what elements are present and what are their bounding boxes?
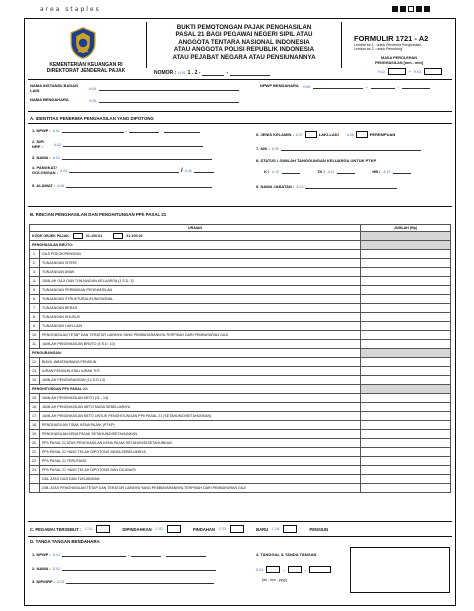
- amount-cell[interactable]: [361, 484, 451, 493]
- masa-hint: H.02: [378, 69, 386, 74]
- amount-cell[interactable]: [361, 439, 451, 448]
- row-number: 6.: [30, 295, 40, 304]
- a-jabatan-hint: A.13: [296, 184, 304, 189]
- row-description: PPh PASAL 21 YANG TELAH DIPOTONG MASA SEBELUMNYA: [40, 448, 361, 457]
- section-a-title: A. IDENTITAS PENERIMA PENGHASILAN YANG DIPOTONG: [30, 116, 154, 121]
- jumlah-cell: [361, 241, 451, 250]
- group-title: PENGHITUNGAN PPh PASAL 21:: [30, 385, 361, 394]
- a-npwp-line[interactable]: [164, 128, 200, 133]
- status-hb-label: HB /: [372, 169, 381, 174]
- payer-block: [28, 82, 452, 112]
- row-number: 20.: [30, 439, 40, 448]
- table-row: [30, 268, 451, 277]
- amount-cell[interactable]: [361, 259, 451, 268]
- c-hint: C.01: [85, 527, 93, 531]
- baru-label: BARU: [256, 526, 269, 532]
- nama-instansi-label: NAMA INSTANSI/ BADAN LAIN: [30, 83, 78, 93]
- amount-cell[interactable]: [361, 475, 451, 484]
- row-number: 15.: [30, 394, 40, 403]
- baru-checkbox[interactable]: [230, 525, 244, 533]
- a-nik-line[interactable]: [281, 146, 421, 151]
- laki-laki-checkbox[interactable]: [305, 131, 317, 138]
- d-npwp-sep: .: [163, 552, 165, 557]
- pensiun-checkbox[interactable]: [283, 525, 297, 533]
- amount-cell[interactable]: [361, 394, 451, 403]
- lembar-note: Lembar ke-1 : untuk Penerima Penghasilan: [354, 43, 422, 47]
- title-line: ANGGOTA TENTARA NASIONAL INDONESIA: [178, 38, 310, 46]
- a-npwp-hint: A.01: [52, 128, 60, 133]
- table-row: [30, 277, 451, 286]
- a-pangkat-line[interactable]: [69, 168, 179, 173]
- d-day-box[interactable]: [266, 566, 280, 573]
- masa-hint-wrap: [414, 70, 421, 74]
- section-c-row: [28, 525, 452, 533]
- kode-1-checkbox[interactable]: [73, 233, 83, 239]
- dipindahkan-checkbox[interactable]: [96, 525, 110, 533]
- amount-cell[interactable]: [361, 376, 451, 385]
- a-jk-hint: A.07: [295, 132, 303, 137]
- row-number: 8.: [30, 313, 40, 322]
- table-group-row: [30, 385, 451, 394]
- amount-cell[interactable]: [361, 358, 451, 367]
- row-description: PPh PASAL 21 TERUTANG: [40, 457, 361, 466]
- row-number: 1.: [30, 250, 40, 259]
- d-tanggal-hint: D.04: [256, 567, 264, 572]
- table-row: [30, 394, 451, 403]
- amount-cell[interactable]: [361, 304, 451, 313]
- table-row: [30, 295, 451, 304]
- row-number: 5.: [30, 286, 40, 295]
- row-number: 12.: [30, 358, 40, 367]
- table-row: [30, 331, 451, 340]
- perempuan-checkbox[interactable]: [356, 131, 368, 138]
- amount-cell[interactable]: [361, 268, 451, 277]
- table-row: [30, 421, 451, 430]
- title-line: BUKTI PEMOTONGAN PAJAK PENGHASILAN: [176, 24, 312, 31]
- table-row: [30, 250, 451, 259]
- kode-2-checkbox[interactable]: [113, 233, 123, 239]
- nomor-hint: H.01: [178, 71, 186, 75]
- nama-instansi-row[interactable]: [30, 84, 239, 93]
- status-k-hint: A.10: [272, 169, 280, 174]
- status-tk-label: TK /: [317, 169, 325, 174]
- dipindahkan-label: DIPINDAHKAN: [122, 526, 152, 532]
- c-hint-wrap: [272, 527, 279, 531]
- table-row: [30, 313, 451, 322]
- amount-cell[interactable]: [361, 403, 451, 412]
- section-c-divider: [28, 521, 452, 522]
- row-number: 9.: [30, 322, 40, 331]
- d-npwp-hint: D.01: [52, 552, 60, 557]
- a-golongan-hint: A.05: [184, 168, 192, 173]
- title-line: ATAU ANGGOTA POLISI REPUBLIK INDONESIA: [173, 46, 315, 54]
- a-golongan-line[interactable]: [194, 168, 214, 173]
- kode-2-label: 21-100-02: [126, 234, 143, 238]
- row-number: [30, 475, 40, 484]
- signature-box[interactable]: [350, 547, 450, 593]
- table-row: [30, 475, 451, 484]
- row-description: BIAYA JABATAN/BIAYA PENSIUN: [40, 358, 361, 367]
- masa-start-box[interactable]: [388, 68, 406, 75]
- a-npwp-line[interactable]: [129, 128, 159, 133]
- row-number: 21.: [30, 448, 40, 457]
- row-number: 10.: [30, 331, 40, 340]
- nama-instansi-line[interactable]: [99, 86, 239, 91]
- c-hint-wrap: [156, 527, 163, 531]
- table-row: [30, 304, 451, 313]
- section-b-title: B. RINCIAN PENGHASILAN DAN PENGHITUNGAN PPh PASAL 21: [30, 212, 167, 217]
- pindahan-label: PINDAHAN: [192, 526, 215, 532]
- table-row: [30, 259, 451, 268]
- row-description: JUMLAH GAJI DAN TUNJANGAN KELUARGA (1 S.D. 3): [40, 277, 361, 286]
- nomor-field[interactable]: [154, 70, 270, 76]
- a-pangkat-hint: A.04: [60, 168, 67, 173]
- row-number: 17.: [30, 412, 40, 421]
- masa-line: PENGHASILAN [mm - mm]: [374, 61, 424, 65]
- row-description: TUNJANGAN KHUSUS: [40, 313, 361, 322]
- amount-cell[interactable]: [361, 340, 451, 349]
- a-status-label-row: [256, 158, 376, 163]
- kode-1-label: 21-100-01: [85, 234, 103, 238]
- table-row: [30, 358, 451, 367]
- nomor-label: NOMOR :: [154, 70, 177, 76]
- d-tanggal-field[interactable]: [256, 566, 331, 573]
- a-npwp-sep: .: [161, 128, 163, 133]
- d-npwp-line[interactable]: [166, 552, 206, 557]
- row-number: 23.: [30, 466, 40, 475]
- masa-end-box[interactable]: [424, 68, 442, 75]
- row-description: JUMLAH PENGHASILAN NETO UNTUK PENGHITUNGAN PPh PASAL 21 (SETAHUN/DISETAHUNKAN): [40, 412, 361, 421]
- a-pangkat-slash: /: [180, 167, 183, 174]
- masa-perolehan-input[interactable]: [378, 68, 442, 75]
- nomor-separator: -: [226, 70, 229, 76]
- row-description: TUNJANGAN ISTERI: [40, 259, 361, 268]
- a-status-field[interactable]: [264, 169, 411, 174]
- npwp-separator: -: [366, 84, 368, 89]
- masa-line: MASA PEROLEHAN: [381, 56, 417, 60]
- jumlah-cell: [361, 385, 451, 394]
- corner-mark: [408, 6, 414, 12]
- a-npwp-sep: -: [125, 128, 128, 133]
- row-description: TUNJANGAN STRUKTURAL/FUNGSIONAL: [40, 295, 361, 304]
- amount-cell[interactable]: [361, 250, 451, 259]
- d-nama-label: 2. NAMA :: [32, 566, 51, 571]
- corner-mark: [400, 6, 406, 12]
- table-group-row: [30, 241, 451, 250]
- d-nip-label: 3. NIP/NRP :: [32, 579, 56, 584]
- c-hint: C.02: [155, 527, 163, 531]
- income-table: [29, 224, 451, 493]
- amount-cell[interactable]: [361, 331, 451, 340]
- amount-cell[interactable]: [361, 286, 451, 295]
- section-d-title: D. TANDA TANGAN BENDAHARA: [30, 539, 100, 544]
- amount-cell[interactable]: [361, 448, 451, 457]
- kode-objek-label: KODE OBJEK PAJAK:: [32, 234, 70, 238]
- a-jenis-kelamin-label: 6. JENIS KELAMIN :: [256, 132, 294, 137]
- lembar-note: Lembar ke-2 : untuk Pemotong: [354, 47, 403, 52]
- a-jenis-kelamin-field[interactable]: [256, 131, 395, 138]
- row-description: IURAN PENSIUN ATAU IURAN THT: [40, 367, 361, 376]
- row-description: JUMLAH PENGHASILAN NETO MASA SEBELUMNYA: [40, 403, 361, 412]
- section-a-divider: [28, 123, 452, 124]
- table-row: [30, 430, 451, 439]
- row-number: 19.: [30, 430, 40, 439]
- d-year-box[interactable]: [309, 566, 331, 573]
- a-npwp-label: 1. NPWP :: [32, 128, 51, 133]
- amount-cell[interactable]: [361, 295, 451, 304]
- row-number: 3.: [30, 268, 40, 277]
- row-description: JUMLAH PENGURANGAN (12 S.D.14): [40, 376, 361, 385]
- row-number: 13.: [30, 367, 40, 376]
- amount-cell[interactable]: [361, 412, 451, 421]
- amount-cell[interactable]: [361, 430, 451, 439]
- a-npwp-field[interactable]: [32, 128, 200, 133]
- row-description: 23A. ATAS GAJI DAN TUNJANGAN: [40, 475, 361, 484]
- d-date-sep: -: [304, 567, 306, 572]
- a-npwp-line[interactable]: [62, 128, 124, 133]
- npwp-line[interactable]: [313, 84, 363, 89]
- nama-bendahara-row[interactable]: [30, 98, 239, 103]
- row-number: 22.: [30, 457, 40, 466]
- table-row: [30, 457, 451, 466]
- row-description: PENGHASILAN TIDAK KENA PAJAK (PTKP): [40, 421, 361, 430]
- d-nip-hint: D.03: [57, 579, 65, 584]
- table-row: [30, 376, 451, 385]
- ministry-name: [30, 62, 142, 74]
- amount-cell[interactable]: [361, 367, 451, 376]
- a-nama-hint: A.03: [52, 155, 60, 160]
- masa-perolehan-label: [346, 56, 452, 66]
- a-status-label: 8. STATUS / JUMLAH TANGGUNGAN KELUARGA UNTUK PTKP: [256, 158, 377, 163]
- a-nama-label: 3. NAMA :: [32, 155, 51, 160]
- ministry-emblem-icon: [66, 26, 100, 60]
- section-b-divider: [28, 206, 452, 207]
- section-c-label: C. PEGAWAI TERSEBUT :: [30, 526, 82, 532]
- row-number: 16.: [30, 403, 40, 412]
- amount-cell[interactable]: [361, 322, 451, 331]
- row-number: 14.: [30, 376, 40, 385]
- d-tanggal-label-row: [256, 552, 316, 557]
- kode-objek-cell[interactable]: [30, 232, 361, 241]
- form-number-box: [346, 22, 452, 52]
- title-line: ATAU PEJABAT NEGARA ATAU PENSIUNANNYA: [172, 53, 316, 61]
- form-header: [28, 22, 452, 80]
- table-row: [30, 340, 451, 349]
- group-title: PENGHASILAN BRUTO:: [30, 241, 361, 250]
- npwp-line[interactable]: [402, 84, 430, 89]
- a-jabatan-label: 9. NAMA JABATAN :: [256, 184, 295, 189]
- a-pangkat-label: 4. PANGKAT/ GOLONGAN :: [32, 165, 58, 175]
- table-row: [30, 403, 451, 412]
- corner-mark: [416, 6, 422, 12]
- row-description: GAJI POKOK/PENSIUN: [40, 250, 361, 259]
- row-number: 2.: [30, 259, 40, 268]
- row-description: PPh PASAL 21 YANG TELAH DIPOTONG DAN DILUNASI: [40, 466, 361, 475]
- jumlah-cell: [361, 349, 451, 358]
- d-nama-hint: D.02: [52, 566, 60, 571]
- a-nip-field[interactable]: [32, 140, 203, 149]
- status-k-label: K /: [264, 169, 270, 174]
- row-description: PENGHASILAN TETAP DAN TERATUR LAINNYA YANG PEMBAYARANNYA TERPISAH DARI PEMBAYARAN GAJI: [40, 331, 361, 340]
- table-row: [30, 484, 451, 493]
- pindahan-checkbox[interactable]: [167, 525, 181, 533]
- row-number: 4.: [30, 277, 40, 286]
- table-row: [30, 439, 451, 448]
- row-description: PENGHASILAN KENA PAJAK SETAHUN/DISETAHUNKAN: [40, 430, 361, 439]
- d-npwp-line[interactable]: [131, 552, 161, 557]
- table-row: [30, 466, 451, 475]
- title-line: PASAL 21 BAGI PEGAWAI NEGERI SIPIL ATAU: [175, 31, 313, 39]
- c-hint-wrap: [219, 527, 226, 531]
- perempuan-label: PEREMPUAN: [369, 132, 396, 137]
- table-header-row: [30, 225, 451, 232]
- corner-mark: [392, 6, 398, 12]
- row-description: TUNJANGAN LAIN-LAIN: [40, 322, 361, 331]
- d-nama-field[interactable]: [32, 566, 216, 571]
- status-hb-hint: A.12: [383, 169, 391, 174]
- row-description: PPh PASAL 21 ATAS PENGHASILAN KENA PAJAK SETAHUN/DISETAHUNKAN: [40, 439, 361, 448]
- group-title: PENGURANGAN:: [30, 349, 361, 358]
- d-npwp-field[interactable]: [32, 552, 206, 557]
- a-nik-field[interactable]: [256, 146, 421, 151]
- table-row: [30, 286, 451, 295]
- kode-objek-row: [30, 232, 451, 241]
- row-number: 18.: [30, 421, 40, 430]
- a-alamat-line[interactable]: [66, 183, 212, 188]
- d-npwp-label: 1. NPWP :: [32, 552, 51, 557]
- masa-hint: H.03: [413, 69, 422, 74]
- d-tanggal-label: 4. TANGGAL & TANDA TANGAN: [256, 552, 317, 557]
- nama-instansi-hint: H.04: [89, 86, 97, 91]
- row-number: [30, 484, 40, 493]
- table-group-row: [30, 349, 451, 358]
- d-nip-field[interactable]: [32, 579, 214, 584]
- directorate-line: DIREKTORAT JENDERAL PAJAK: [46, 68, 126, 74]
- d-nip-line[interactable]: [66, 579, 214, 584]
- npwp-line[interactable]: [371, 84, 395, 89]
- nama-bendahara-line[interactable]: [99, 98, 239, 103]
- staples-label: area staples: [40, 6, 101, 13]
- nama-bendahara-hint: H.05: [89, 98, 97, 103]
- d-month-box[interactable]: [288, 566, 302, 573]
- d-date-format-row: [262, 578, 287, 582]
- amount-cell[interactable]: [361, 457, 451, 466]
- pensiun-label: PENSIUN: [309, 526, 329, 532]
- amount-cell[interactable]: [361, 466, 451, 475]
- a-jk-hint: A.08: [346, 132, 354, 137]
- a-nik-hint: A.09: [271, 146, 279, 151]
- amount-cell[interactable]: [361, 277, 451, 286]
- a-nama-field[interactable]: [32, 155, 212, 160]
- form-title: [146, 22, 342, 68]
- section-d-divider: [28, 536, 452, 537]
- a-alamat-field[interactable]: [32, 183, 212, 188]
- a-nama-line[interactable]: [62, 155, 212, 160]
- nomor-value: 1 . 2 -: [187, 70, 201, 76]
- a-alamat-hint: A.06: [57, 183, 65, 188]
- a-nip-hint: A.02: [54, 142, 61, 147]
- npwp-bendahara-row[interactable]: [260, 84, 430, 89]
- row-description: JUMLAH PENGHASILAN NETO (11 - 14): [40, 394, 361, 403]
- row-number: 11.: [30, 340, 40, 349]
- row-number: 7.: [30, 304, 40, 313]
- nama-bendahara-label: NAMA BENDAHARA: [30, 97, 69, 103]
- c-hint: C.04: [272, 527, 280, 531]
- laki-laki-label: LAKI-LAKI: [318, 132, 339, 137]
- status-tk-line[interactable]: [337, 169, 355, 174]
- table-row: [30, 322, 451, 331]
- nomor-underline: [230, 71, 270, 76]
- jumlah-header: JUMLAH (Rp): [361, 225, 451, 232]
- status-hb-line[interactable]: [393, 169, 411, 174]
- npwp-bendahara-hint: H.06: [303, 84, 311, 89]
- d-nama-line[interactable]: [62, 566, 216, 571]
- a-jabatan-field[interactable]: [256, 184, 397, 189]
- a-pangkat-field[interactable]: [32, 166, 214, 175]
- npwp-bendahara-label: NPWP BENDAHARA: [260, 83, 299, 89]
- a-nip-label: 2. NIP/ NRP :: [32, 139, 45, 149]
- table-row: [30, 448, 451, 457]
- row-description: JUMLAH PENGHASILAN BRUTO (4 S.D. 10): [40, 340, 361, 349]
- form-number: FORMULIR 1721 - A2: [354, 34, 429, 43]
- amount-cell[interactable]: [361, 313, 451, 322]
- status-k-line[interactable]: [282, 169, 300, 174]
- nomor-underline: [202, 71, 224, 76]
- d-npwp-sep: -: [128, 552, 130, 557]
- uraian-header: URAIAN: [30, 225, 361, 232]
- corner-marks: [392, 6, 430, 12]
- a-nik-label: 7. NIK :: [256, 146, 270, 151]
- a-nip-line[interactable]: [63, 142, 203, 147]
- masa-separator: -: [409, 68, 411, 75]
- c-hint: C.03: [218, 527, 227, 531]
- d-date-sep: -: [283, 567, 285, 572]
- c-hint-wrap: [85, 527, 92, 531]
- amount-cell[interactable]: [361, 421, 451, 430]
- row-description: TUNJANGAN ANAK: [40, 268, 361, 277]
- a-jabatan-line[interactable]: [305, 184, 397, 189]
- ministry-line: KEMENTERIAN KEUANGAN RI: [49, 62, 123, 68]
- corner-mark: [424, 6, 430, 12]
- row-description: TUNJANGAN PERBAIKAN PENGHASILAN: [40, 286, 361, 295]
- masa-hint-wrap: [378, 70, 385, 74]
- row-description: TUNJANGAN BERAS: [40, 304, 361, 313]
- d-date-format: [dd - mm - yyyy]: [262, 578, 287, 582]
- jumlah-cell: [361, 232, 451, 241]
- status-tk-hint: A.11: [327, 169, 335, 174]
- table-row: [30, 367, 451, 376]
- a-alamat-label: 5. ALAMAT :: [32, 183, 56, 188]
- row-description: 23B. ATAS PENGHASILAN TETAP DAN TERATUR LAINNYA YANG PEMBAYARANNYA TERPISAH DARI PEMBAYARAN GAJI: [40, 484, 361, 493]
- d-npwp-line[interactable]: [62, 552, 126, 557]
- table-row: [30, 412, 451, 421]
- npwp-separator: .: [397, 84, 399, 89]
